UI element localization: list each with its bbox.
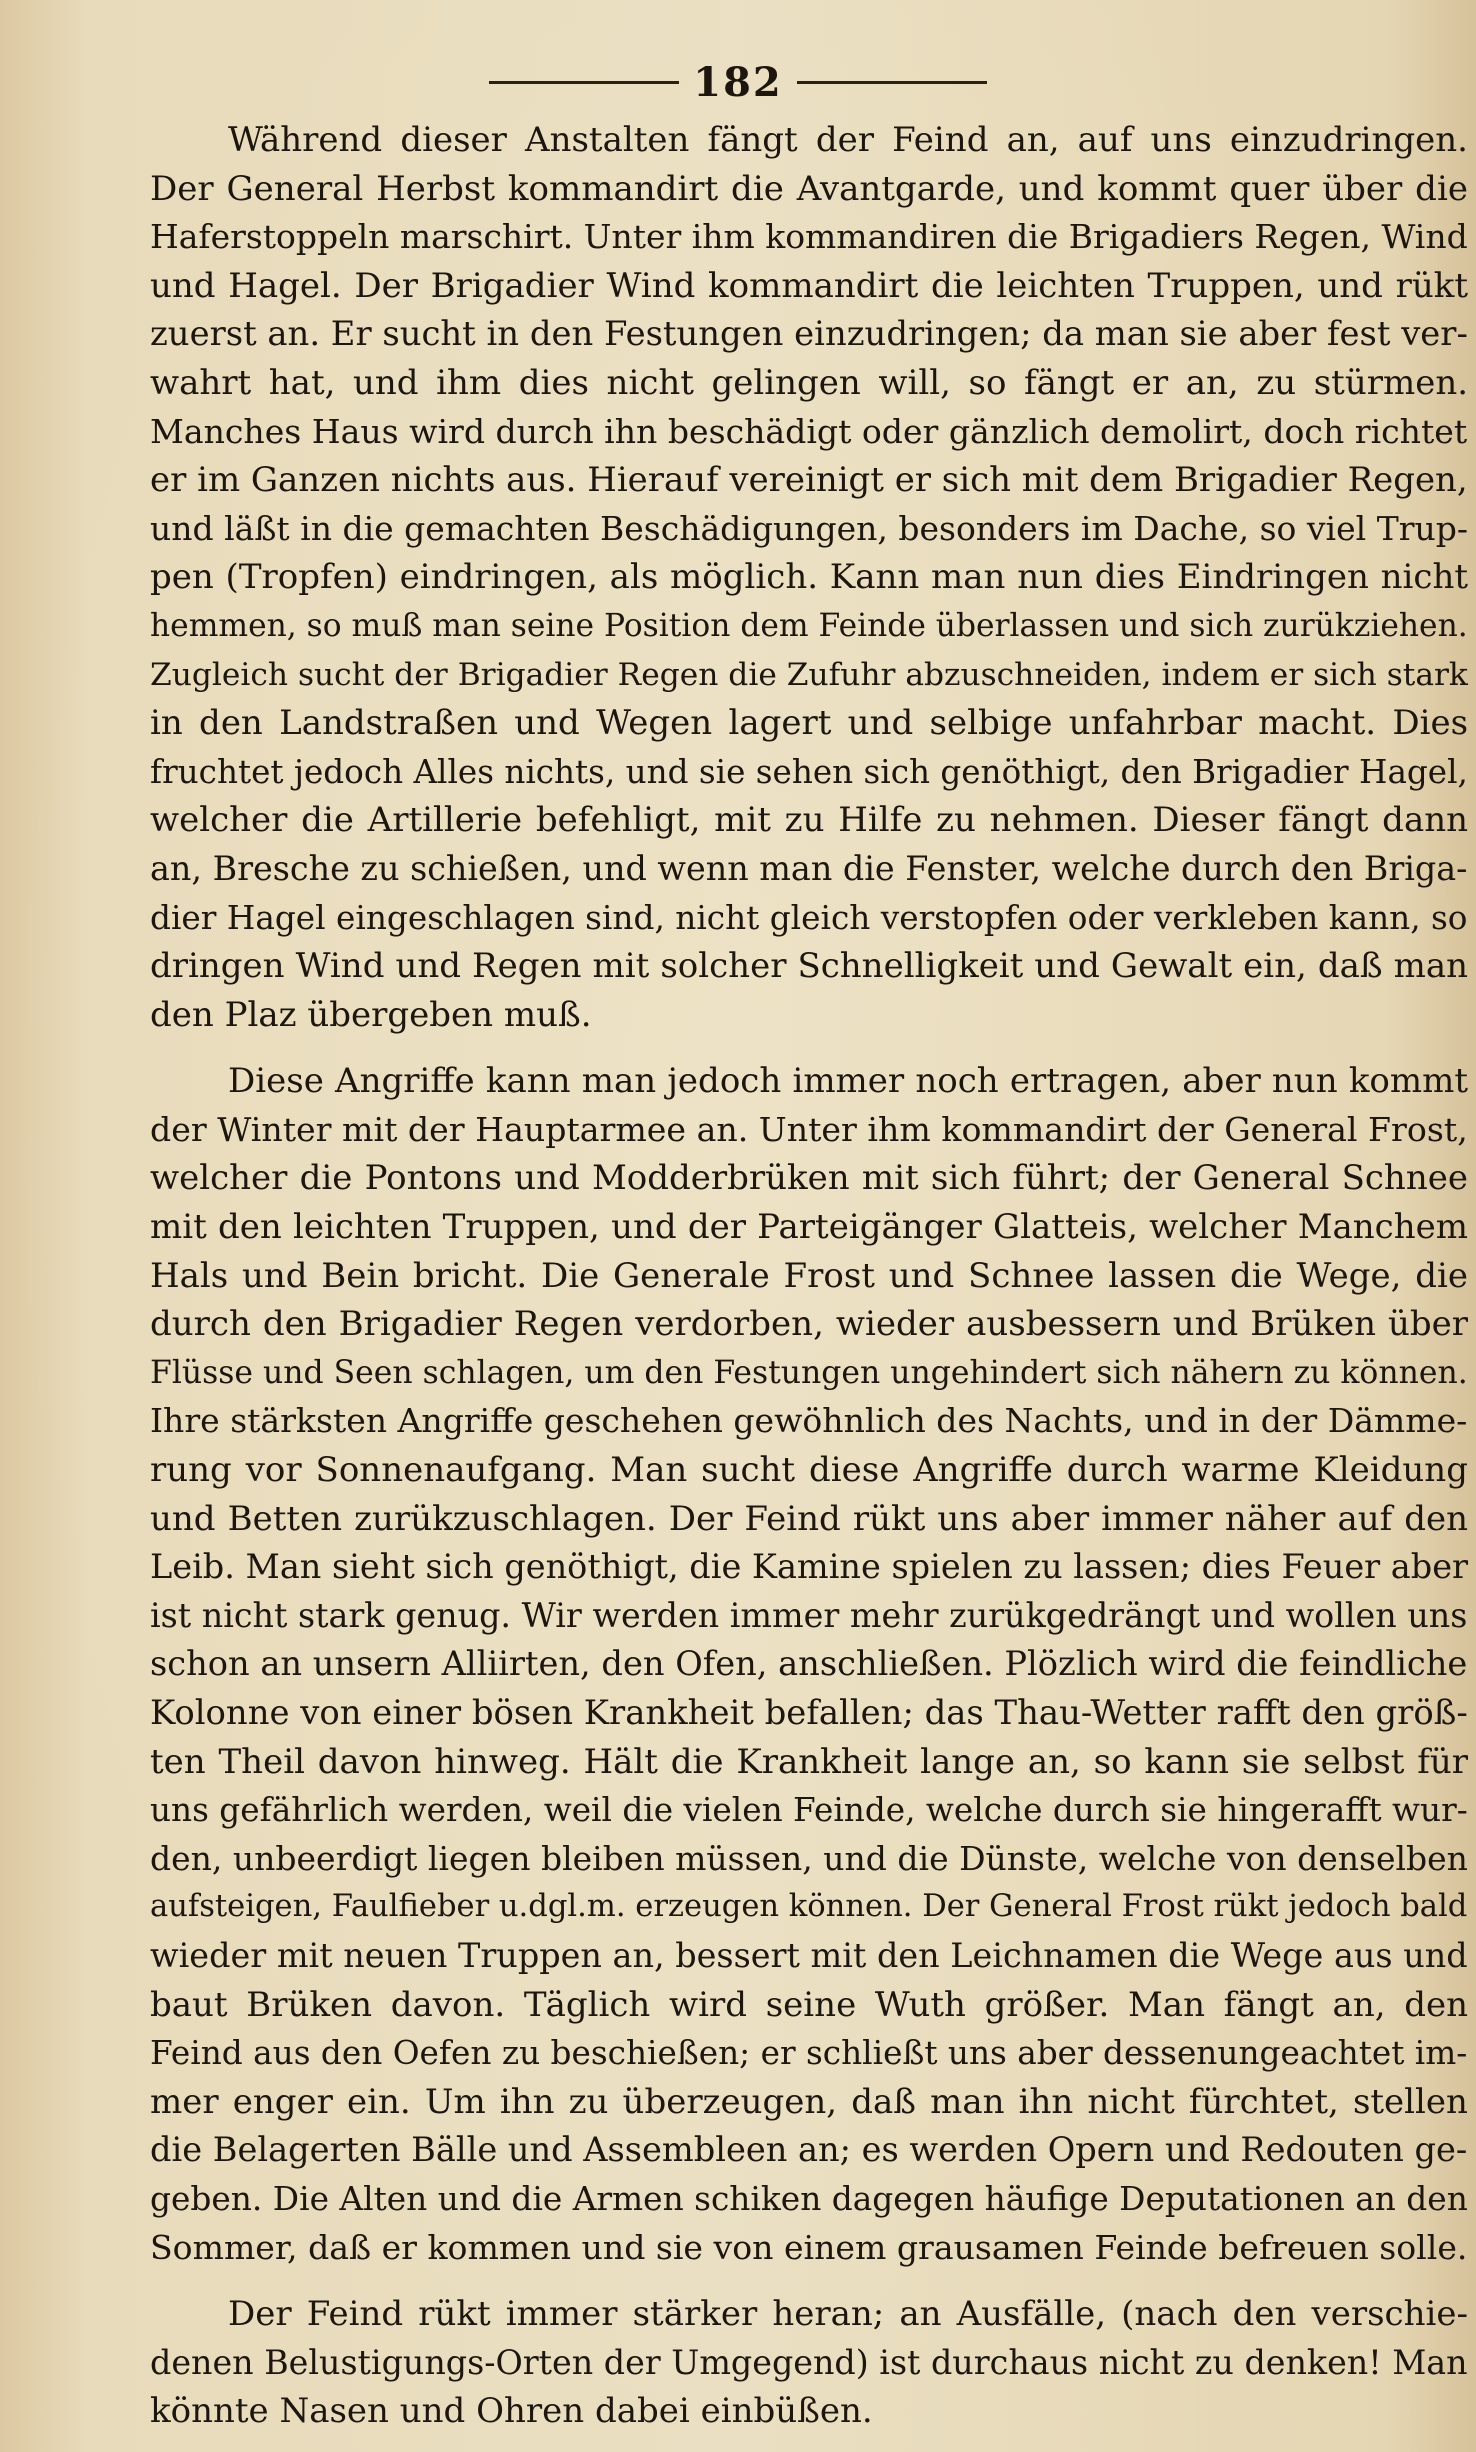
header-rule-left (489, 81, 679, 84)
text-line: könnte Nasen und Ohren dabei einbüßen. (150, 2391, 873, 2432)
paragraph (150, 116, 1472, 1039)
text-line: hemmen, so muß man seine Position dem Feinde überlassen und sich zurükziehen. (150, 607, 1468, 644)
text-line: Sommer, daß er kommen und sie von einem grausamen Feinde befreuen solle. (150, 2227, 1468, 2267)
body-text (150, 116, 1472, 2436)
text-line: Manches Haus wird durch ihn beschädigt oder gänzlich demolirt, doch richtet (150, 411, 1468, 451)
text-line: in den Landstraßen und Wegen lagert und selbige unfahrbar macht. Dies (150, 703, 1469, 744)
text-line: baut Brüken davon. Täglich wird seine Wuth größer. Man fängt an, den (150, 1984, 1469, 2025)
text-line: fruchtet jedoch Alles nichts, und sie sehen sich genöthigt, den Brigadier Hagel, (150, 752, 1468, 791)
text-line: ist nicht stark genug. Wir werden immer mehr zurükgedrängt und wollen uns (150, 1595, 1468, 1635)
paragraph-gap (150, 2272, 1472, 2290)
text-line: wahrt hat, und ihm dies nicht gelingen will, so fängt er an, zu stürmen. (150, 362, 1469, 403)
paragraph (150, 1057, 1472, 2272)
page-number: 182 (693, 58, 783, 106)
text-line: geben. Die Alten und die Armen schiken dagegen häufige Deputationen an den (150, 2179, 1468, 2218)
text-line: schon an unsern Alliirten, den Ofen, anschließen. Plözlich wird die feindliche (150, 1644, 1468, 1684)
text-line: die Belagerten Bälle und Assembleen an; es werden Opern und Redouten ge- (150, 2130, 1468, 2170)
paragraph-gap (150, 1039, 1472, 1057)
text-line: Zugleich sucht der Brigadier Regen die Zufuhr abzuschneiden, indem er sich stark (150, 656, 1468, 693)
text-line: Haferstoppeln marschirt. Unter ihm kommandiren die Brigadiers Regen, Wind (150, 217, 1468, 257)
text-line: Leib. Man sieht sich genöthigt, die Kamine spielen zu lassen; dies Feuer aber (150, 1547, 1469, 1587)
text-line: ten Theil davon hinweg. Hält die Krankheit lange an, so kann sie selbst für (150, 1741, 1469, 1782)
text-line: Hals und Bein bricht. Die Generale Frost und Schnee lassen die Wege, die (150, 1255, 1468, 1296)
text-line: an, Bresche zu schießen, und wenn man die Fenster, welche durch den Briga- (150, 848, 1468, 888)
text-line: Feind aus den Oefen zu beschießen; er schließt uns aber dessenungeachtet im- (150, 2034, 1468, 2073)
text-line: dier Hagel eingeschlagen sind, nicht gleich verstopfen oder verkleben kann, so (150, 898, 1468, 937)
text-line: welcher die Pontons und Modderbrüken mit sich führt; der General Schnee (150, 1158, 1468, 1199)
text-line: den, unbeerdigt liegen bleiben müssen, und die Dünste, welche von denselben (150, 1838, 1468, 1878)
text-line: wieder mit neuen Truppen an, bessert mit den Leichnamen die Wege aus und (150, 1935, 1468, 1975)
text-line: den Plaz übergeben muß. (150, 994, 592, 1035)
text-line: rung vor Sonnenaufgang. Man sucht diese Angriffe durch warme Kleidung (150, 1450, 1468, 1491)
text-line: pen (Tropfen) eindringen, als möglich. Kann man nun dies Eindringen nicht (150, 557, 1469, 598)
text-line: denen Belustigungs-Orten der Umgegend) ist durchaus nicht zu denken! Man (150, 2342, 1468, 2382)
page-header (0, 52, 1476, 112)
text-line: Ihre stärksten Angriffe geschehen gewöhnlich des Nachts, und in der Dämme- (150, 1401, 1468, 1441)
text-line: und Betten zurükzuschlagen. Der Feind rükt uns aber immer näher auf den (150, 1498, 1469, 1539)
text-line: mer enger ein. Um ihn zu überzeugen, daß man ihn nicht fürchtet, stellen (150, 2081, 1468, 2122)
text-line: und läßt in die gemachten Beschädigungen, besonders im Dache, so viel Trup- (150, 508, 1469, 548)
text-line: und Hagel. Der Brigadier Wind kommandirt die leichten Truppen, und rükt (150, 265, 1468, 306)
paragraph (150, 2290, 1472, 2436)
text-line: zuerst an. Er sucht in den Festungen einzudringen; da man sie aber fest ver- (150, 314, 1468, 354)
text-line: Der General Herbst kommandirt die Avantgarde, und kommt quer über die (150, 168, 1468, 209)
text-line: er im Ganzen nichts aus. Hierauf vereinigt er sich mit dem Brigadier Regen, (150, 460, 1468, 501)
text-line: uns gefährlich werden, weil die vielen Feinde, welche durch sie hingerafft wur- (150, 1791, 1468, 1830)
text-line: Diese Angriffe kann man jedoch immer noch ertragen, aber nun kommt (228, 1061, 1469, 1102)
text-line: der Winter mit der Hauptarmee an. Unter ihm kommandirt der General Frost, (150, 1109, 1468, 1149)
text-line: Kolonne von einer bösen Krankheit befallen; das Thau-Wetter rafft den größ- (150, 1693, 1468, 1732)
header-rule-right (797, 81, 987, 84)
text-line: Flüsse und Seen schlagen, um den Festungen ungehindert sich nähern zu können. (150, 1354, 1468, 1391)
text-line: Der Feind rükt immer stärker heran; an Ausfälle, (nach den verschie- (228, 2294, 1468, 2335)
text-line: Während dieser Anstalten fängt der Feind an, auf uns einzudringen. (228, 120, 1468, 160)
text-line: durch den Brigadier Regen verdorben, wieder ausbessern und Brüken über (150, 1304, 1469, 1345)
text-line: mit den leichten Truppen, und der Parteigänger Glatteis, welcher Manchem (150, 1207, 1468, 1248)
text-line: welcher die Artillerie befehligt, mit zu Hilfe zu nehmen. Dieser fängt dann (150, 800, 1469, 841)
text-line: aufsteigen, Faulfieber u.dgl.m. erzeugen können. Der General Frost rükt jedoch bald (150, 1889, 1468, 1925)
text-line: dringen Wind und Regen mit solcher Schnelligkeit und Gewalt ein, daß man (150, 946, 1468, 987)
